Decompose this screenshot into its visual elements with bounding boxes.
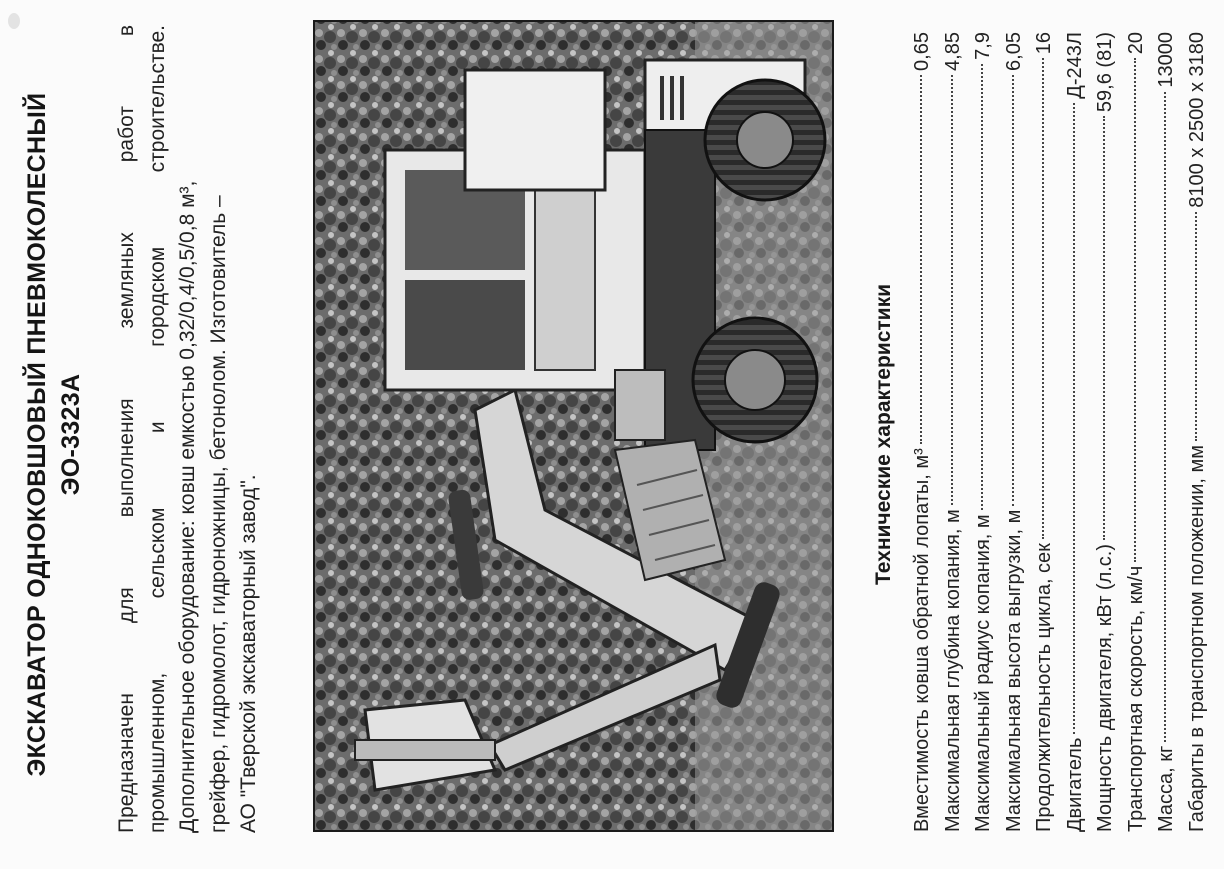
description-line-2: промышленном, сельском и городском строительстве. [145,25,169,833]
spec-row [999,32,1030,832]
spec-label: Мощность двигателя, кВт (л.с.) [1094,543,1116,832]
title-line-1: ЭКСКАВАТОР ОДНОКОВШОВЫЙ ПНЕВМОКОЛЕСНЫЙ [23,92,51,777]
spec-label: Максимальный радиус копания, м [972,514,994,832]
spec-row [1090,32,1121,832]
spec-value: 13000 [1155,32,1177,88]
excavator-photo [313,20,834,832]
specs-list [907,32,1212,832]
document-title [20,0,88,869]
description-line-5: АО "Тверской экскаваторный завод". [237,474,260,833]
spec-value: 8100 x 2500 x 3180 [1185,32,1208,208]
spec-label: Транспортная скорость, км/ч [1124,565,1147,832]
dot-leader [1195,212,1197,441]
spec-value: 0,65 [911,32,933,71]
spec-label: Масса, кг [1155,745,1177,832]
spec-row [968,32,999,832]
spec-value: 16 [1033,32,1055,55]
description-line-4: грейфер, гидромолот, гидроножницы, бетонолом. Изготовитель – [206,195,230,833]
spec-row [1029,32,1060,832]
dot-leader [1012,75,1014,506]
spec-value: 6,05 [1002,32,1025,71]
dot-leader [1134,58,1136,562]
spec-value: Д-243Л [1063,32,1086,99]
dot-leader [1042,58,1044,539]
spec-row [1182,32,1213,832]
specs-heading: Технические характеристики [872,283,895,586]
spec-row [1121,32,1152,832]
dot-leader [951,75,953,505]
spec-row [938,32,969,832]
spec-value: 59,6 (81) [1094,32,1116,113]
spec-label: Двигатель [1063,737,1086,832]
description-line-3: Дополнительное оборудование: ковш емкостью 0,32/0,4/0,5/0,8 м³, [176,180,199,833]
description [112,25,265,833]
spec-label: Максимальная высота выгрузки, м [1002,509,1025,832]
spec-row [1151,32,1182,832]
spec-label: Габариты в транспортном положении, мм [1185,444,1208,832]
spec-label: Максимальная глубина копания, м [941,509,964,832]
spec-value: 20 [1124,32,1147,55]
spec-value: 4,85 [941,32,964,71]
excavator-illustration [315,22,832,830]
spec-value: 7,9 [972,32,994,60]
spec-row [1060,32,1091,832]
spec-row [907,32,938,832]
scan-smudge [8,13,20,29]
dot-leader [1164,92,1166,742]
dot-leader [981,64,983,511]
dot-leader [1073,103,1075,734]
spec-label: Вместимость ковша обратной лопаты, м³ [911,448,933,832]
dot-leader [920,75,922,444]
description-line-1: Предназначен для выполнения земляных работ в [115,25,138,833]
spec-label: Продолжительность цикла, сек [1033,543,1055,832]
title-line-2: ЭО-3323А [57,373,85,496]
dot-leader [1103,116,1105,540]
